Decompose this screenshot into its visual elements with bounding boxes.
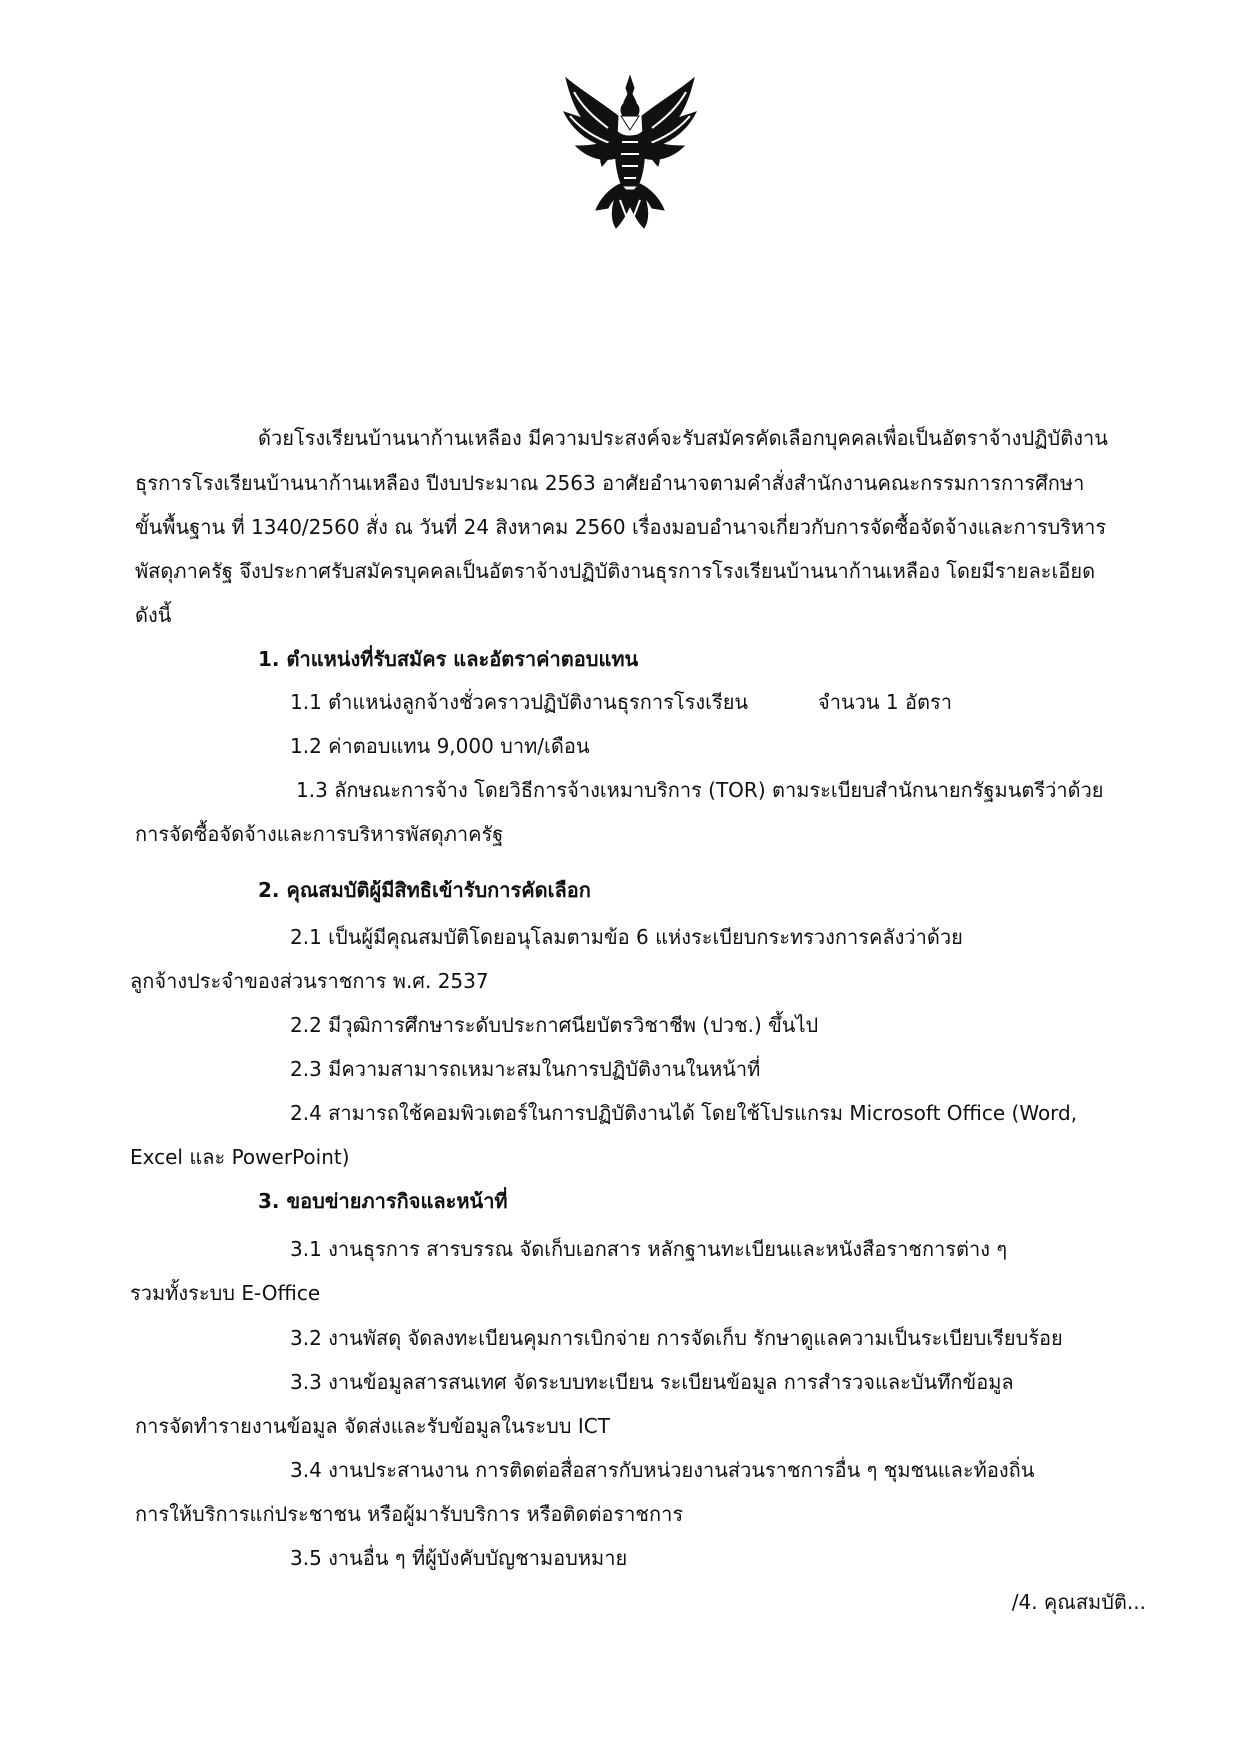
item-3-4-line-1: 3.4 งานประสานงาน การติดต่อสื่อสารกับหน่วยงานส่วนราชการอื่น ๆ ชุมชนและท้องถิ่น — [290, 1458, 1035, 1482]
section-3-heading: 3. ขอบข่ายภารกิจและหน้าที่ — [258, 1189, 508, 1213]
title-separator — [0, 335, 1241, 365]
item-2-1-line-2: ลูกจ้างประจำของส่วนราชการ พ.ศ. 2537 — [130, 969, 489, 993]
intro-line-3: ขั้นพื้นฐาน ที่ 1340/2560 สั่ง ณ วันที่ 24 สิงหาคม 2560 เรื่องมอบอำนาจเกี่ยวกับการจัดซื้อจัดจ้างและการบริหาร — [135, 515, 1107, 539]
garuda-emblem-icon — [560, 72, 700, 232]
item-3-3-line-1: 3.3 งานข้อมูลสารสนเทศ จัดระบบทะเบียน ระเบียนข้อมูล การสำรวจและบันทึกข้อมูล — [290, 1370, 1014, 1394]
item-3-5: 3.5 งานอื่น ๆ ที่ผู้บังคับบัญชามอบหมาย — [290, 1546, 628, 1570]
item-3-1-line-2: รวมทั้งระบบ E-Office — [130, 1281, 321, 1305]
item-1-1-count: จำนวน 1 อัตรา — [818, 690, 952, 714]
item-2-1-line-1: 2.1 เป็นผู้มีคุณสมบัติโดยอนุโลมตามข้อ 6 แห่งระเบียบกระทรวงการคลังว่าด้วย — [290, 925, 963, 949]
continuation-note: /4. คุณสมบัติ... — [1011, 1590, 1146, 1614]
item-1-2: 1.2 ค่าตอบแทน 9,000 บาท/เดือน — [290, 734, 590, 758]
intro-line-5: ดังนี้ — [135, 603, 172, 627]
item-2-3: 2.3 มีความสามารถเหมาะสมในการปฏิบัติงานในหน้าที่ — [290, 1057, 761, 1081]
document-title — [0, 250, 1241, 280]
item-3-2: 3.2 งานพัสดุ จัดลงทะเบียนคุมการเบิกจ่าย การจัดเก็บ รักษาดูแลความเป็นระเบียบเรียบร้อย — [290, 1326, 1063, 1350]
intro-line-4: พัสดุภาครัฐ จึงประกาศรับสมัครบุคคลเป็นอัตราจ้างปฏิบัติงานธุรการโรงเรียนบ้านนาก้านเหลือง โดยมีรายละเอียด — [135, 559, 1096, 583]
item-1-3-line-1: 1.3 ลักษณะการจ้าง โดยวิธีการจ้างเหมาบริการ (TOR) ตามระเบียบสำนักนายกรัฐมนตรีว่าด้วย — [296, 778, 1104, 802]
item-3-1-line-1: 3.1 งานธุรการ สารบรรณ จัดเก็บเอกสาร หลักฐานทะเบียนและหนังสือราชการต่าง ๆ — [290, 1237, 1008, 1261]
item-3-3-line-2: การจัดทำรายงานข้อมูล จัดส่งและรับข้อมูลในระบบ ICT — [135, 1414, 610, 1438]
section-1-heading: 1. ตำแหน่งที่รับสมัคร และอัตราค่าตอบแทน — [258, 647, 639, 671]
document-subject — [0, 292, 1241, 322]
item-2-4-line-2: Excel และ PowerPoint) — [130, 1145, 350, 1169]
item-2-4-line-1: 2.4 สามารถใช้คอมพิวเตอร์ในการปฏิบัติงานได้ โดยใช้โปรแกรม Microsoft Office (Word, — [290, 1101, 1078, 1125]
intro-line-1: ด้วยโรงเรียนบ้านนาก้านเหลือง มีความประสงค์จะรับสมัครคัดเลือกบุคคลเพื่อเป็นอัตราจ้างปฏิบัติงาน — [258, 426, 1108, 450]
item-1-1: 1.1 ตำแหน่งลูกจ้างชั่วคราวปฏิบัติงานธุรการโรงเรียน — [290, 690, 749, 714]
section-2-heading: 2. คุณสมบัติผู้มีสิทธิเข้ารับการคัดเลือก — [258, 878, 591, 902]
item-1-3-line-2: การจัดซื้อจัดจ้างและการบริหารพัสดุภาครัฐ — [135, 822, 504, 846]
intro-line-2: ธุรการโรงเรียนบ้านนาก้านเหลือง ปีงบประมาณ 2563 อาศัยอำนาจตามคำสั่งสำนักงานคณะกรรมการการศึกษา — [135, 471, 1085, 495]
item-2-2: 2.2 มีวุฒิการศึกษาระดับประกาศนียบัตรวิชาชีพ (ปวช.) ขึ้นไป — [290, 1013, 819, 1037]
item-3-4-line-2: การให้บริการแก่ประชาชน หรือผู้มารับบริการ หรือติดต่อราชการ — [135, 1502, 684, 1526]
